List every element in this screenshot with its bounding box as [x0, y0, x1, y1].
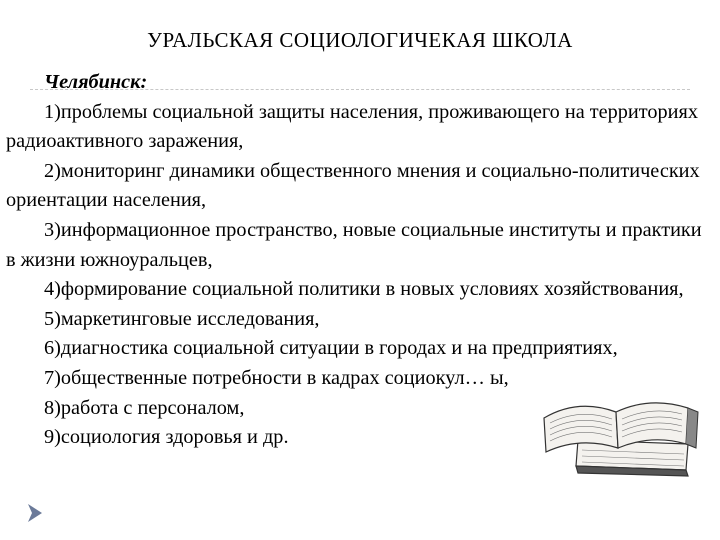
slide-title: УРАЛЬСКАЯ СОЦИОЛОГИЧЕКАЯ ШКОЛА: [147, 28, 573, 52]
list-item: 3)информационное пространство, новые социальные институты и практики в жизни южноуральцев,: [6, 218, 702, 271]
list-item: 8)работа с персоналом,: [44, 396, 245, 419]
open-books-illustration-icon: [538, 378, 708, 478]
list-item: 6)диагностика социальной ситуации в городах и на предприятиях,: [44, 337, 618, 360]
navigation-arrow-icon[interactable]: [26, 502, 44, 524]
city-heading: Челябинск:: [44, 71, 148, 93]
list-item: 2)мониторинг динамики общественного мнения и социально-политических ориентации населения,: [6, 159, 700, 212]
list-item: 4)формирование социальной политики в новых условиях хозяйствования,: [44, 278, 684, 301]
list-item: 1)проблемы социальной защиты населения, проживающего на территориях радиоактивного заражения,: [6, 100, 698, 153]
list-item: 7)общественные потребности в кадрах социокул… ы,: [44, 366, 509, 389]
list-item: 9)социология здоровья и др.: [44, 426, 289, 449]
list-item: 5)маркетинговые исследования,: [44, 307, 320, 330]
